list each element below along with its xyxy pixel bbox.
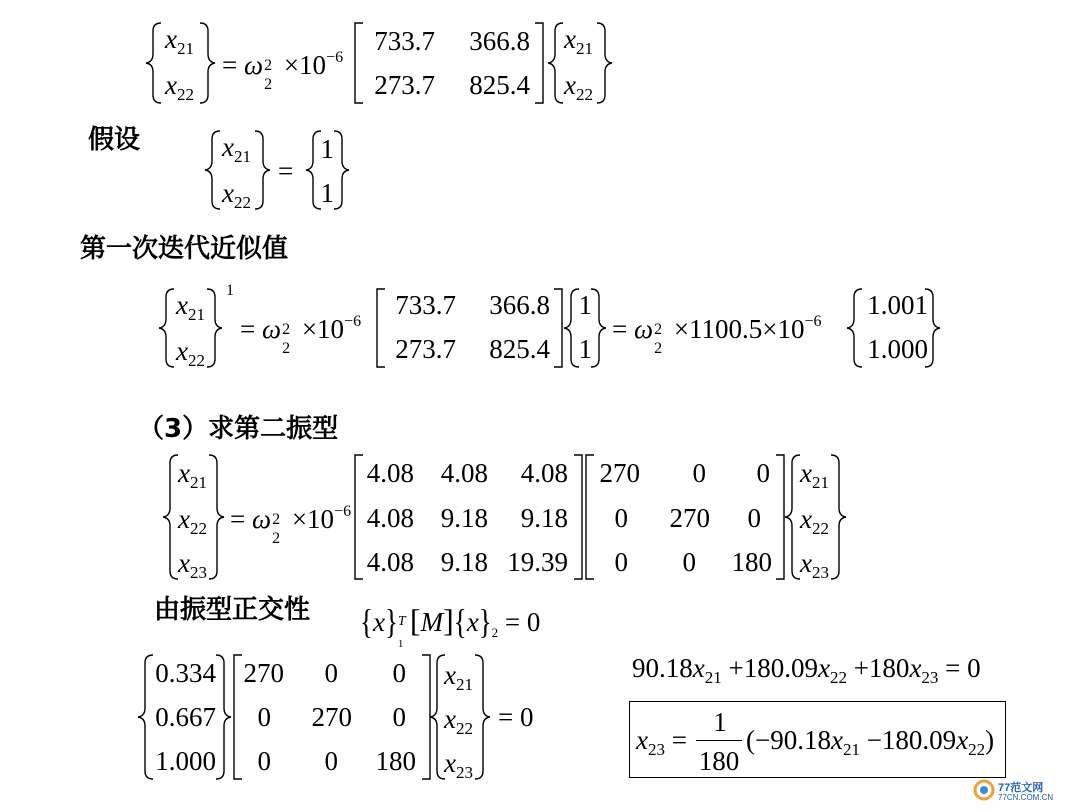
matrix-cell: 4.08 [520,458,568,488]
matrix-cell: 0 [324,746,338,776]
matrix-bracket-right [572,454,584,580]
matrix-cell: 0 [257,746,271,776]
rhs-x22: $x_{22}$ [564,70,593,104]
right-brace [593,22,615,104]
rhs-x21: $x_{21}$ [800,458,829,492]
matrix-cell: 0 [257,702,271,732]
matrix-cell: 273.7 [374,70,435,100]
vec-cell: 1 [320,134,334,164]
matrix-cell: 273.7 [395,334,456,364]
iteration-superscript: 1 [226,282,234,299]
fraction-numerator: 1 [713,707,727,737]
rhs-x22: $x_{22}$ [800,504,829,538]
matrix-cell: 4.08 [366,503,414,533]
matrix-cell: 366.8 [469,26,530,56]
omega-term: = ω 2 2 $\times 10^{-6}$ [230,503,352,547]
vec-cell: 1.000 [155,746,216,776]
orthogonality-label: 由振型正交性 [154,595,311,625]
right-brace [827,454,849,580]
matrix-cell: 4.08 [366,458,414,488]
rhs-x23: $x_{23}$ [800,548,829,582]
right-brace [471,654,493,780]
vec-cell: 1 [578,290,592,320]
matrix-cell: 825.4 [489,334,550,364]
matrix-cell: 180 [731,547,772,577]
lhs-x23: $x_{23}$ [178,548,207,582]
right-brace [587,288,609,368]
left-brace [202,130,224,210]
result-coefficient: = ω 2 2 $\times 1100.5\times 10^{-6}$ [612,313,822,357]
left-brace [156,288,178,368]
lhs-x22: $x_{22}$ [178,504,207,538]
matrix-cell: 4.08 [440,458,488,488]
matrix-cell: 180 [375,746,416,776]
equals-zero: = 0 [498,702,534,732]
watermark-url: 77CN.COM.CN [998,793,1054,802]
matrix-cell: 825.4 [469,70,530,100]
matrix-cell: 0 [392,658,406,688]
right-brace [196,22,218,104]
rhs-x21: $x_{21}$ [564,24,593,58]
equals: = [278,156,294,186]
matrix-cell: 270 [669,503,710,533]
matrix-cell: 9.18 [520,503,568,533]
matrix-cell: 270 [311,702,352,732]
right-brace [205,454,227,580]
matrix-cell: 0 [392,702,406,732]
rhs-x22: $x_{22}$ [444,704,473,738]
assume-label: 假设 [88,125,141,155]
matrix-cell: 0 [747,503,761,533]
matrix-bracket-right [533,22,545,104]
vec-cell: 0.334 [155,658,216,688]
watermark-logo-icon [972,778,996,802]
matrix-cell: 733.7 [374,26,435,56]
result-cell: 1.000 [867,334,928,364]
matrix-cell: 733.7 [395,290,456,320]
matrix-cell: 0 [324,658,338,688]
matrix-cell: 0 [682,547,696,577]
right-brace [212,654,234,780]
right-brace [921,288,943,368]
vec-cell: 0.667 [155,702,216,732]
right-brace [251,130,273,210]
lhs-x21: $x_{21}$ [178,458,207,492]
vec-cell: 1 [320,178,334,208]
vec-cell: 1 [578,334,592,364]
matrix-cell: 4.08 [366,547,414,577]
matrix-cell: 270 [599,458,640,488]
result-cell: 1.001 [867,290,928,320]
left-brace [143,22,165,104]
lhs-x21: $x_{21}$ [165,24,194,58]
omega-term: = ω 2 2 $\times 10^{-6}$ [240,313,362,357]
matrix-cell: 9.18 [440,547,488,577]
matrix-cell: 9.18 [440,503,488,533]
matrix-cell: 0 [692,458,706,488]
matrix-cell: 0 [614,503,628,533]
fraction-denominator: 180 [698,746,740,776]
watermark-brand: 77范文网 [998,782,1044,794]
omega-term: = ω 2 2 $\times 10^{-6}$ [222,49,344,93]
matrix-cell: 19.39 [507,547,568,577]
rhs-x23: $x_{23}$ [444,748,473,782]
matrix-bracket-left [353,22,365,104]
fraction-bar [696,740,742,741]
solution-lhs: $x_{23}$ = [636,725,687,759]
solution-rhs: $(-90.18x_{21} -180.09x_{22})$ [746,725,995,759]
matrix-cell: 0 [756,458,770,488]
lhs-x22: $x_{22}$ [165,70,194,104]
lhs-x22: $x_{22}$ [222,178,251,212]
right-brace [330,130,352,210]
rhs-x21: $x_{21}$ [444,660,473,694]
matrix-cell: 0 [614,547,628,577]
iteration-label: 第一次迭代近似值 [80,234,289,264]
matrix-cell: 270 [243,658,284,688]
lhs-x21: $x_{21}$ [176,290,205,324]
lhs-x22: $x_{22}$ [176,336,205,370]
matrix-cell: 366.8 [489,290,550,320]
lhs-x21: $x_{21}$ [222,132,251,166]
mode2-label: （3）求第二振型 [138,414,339,444]
right-brace [203,288,225,368]
orthogonality-linear-equation: $90.18x_{21} +180.09x_{22} +180x_{23} = 0$ [632,653,981,687]
